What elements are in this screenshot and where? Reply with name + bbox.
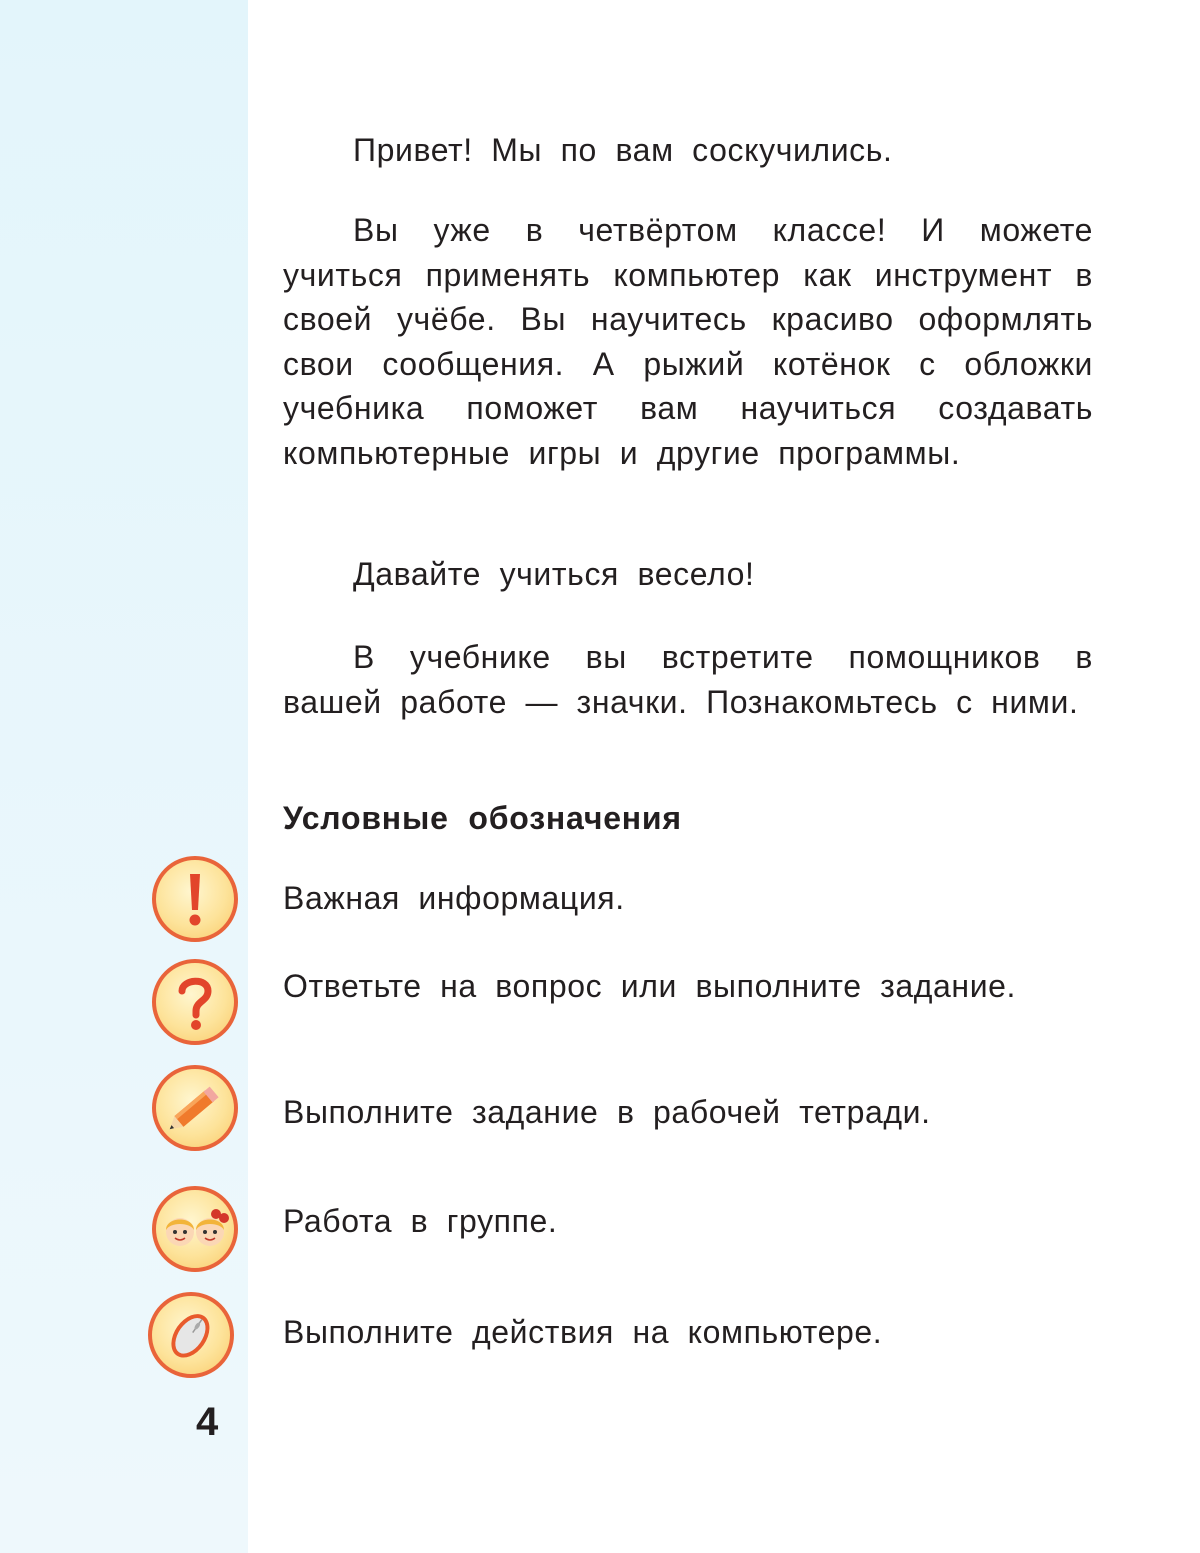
legend-item-text: Выполните действия на компьютере. [283, 1314, 883, 1350]
pencil-icon [152, 1065, 238, 1151]
helpers-paragraph: В учебнике вы встретите помощников в вашей работе — значки. Познакомьтесь с ними. [283, 639, 1093, 720]
page-number: 4 [196, 1400, 219, 1444]
legend-item-text: Работа в группе. [283, 1203, 558, 1239]
legend-item-text: Важная информация. [283, 880, 625, 916]
legend-item-text: Ответьте на вопрос или выполните задание. [283, 968, 1017, 1004]
group-children-icon [152, 1186, 238, 1272]
greeting-paragraph: Привет! Мы по вам соскучились. [353, 132, 893, 168]
exclamation-icon [152, 856, 238, 942]
legend-heading: Условные обозначения [283, 800, 682, 836]
computer-mouse-icon [148, 1292, 234, 1378]
question-icon [152, 959, 238, 1045]
intro-paragraph: Вы уже в четвёртом классе! И можете учиться применять компьютер как инструмент в своей учёбе. Вы научитесь красиво оформлять свои сообщения. А рыжий котёнок с обложки учебника поможет вам научиться создавать компьютерные игры и другие программы. [283, 212, 1093, 471]
legend-item-text: Выполните задание в рабочей тетради. [283, 1094, 931, 1130]
fun-paragraph: Давайте учиться весело! [353, 556, 755, 592]
